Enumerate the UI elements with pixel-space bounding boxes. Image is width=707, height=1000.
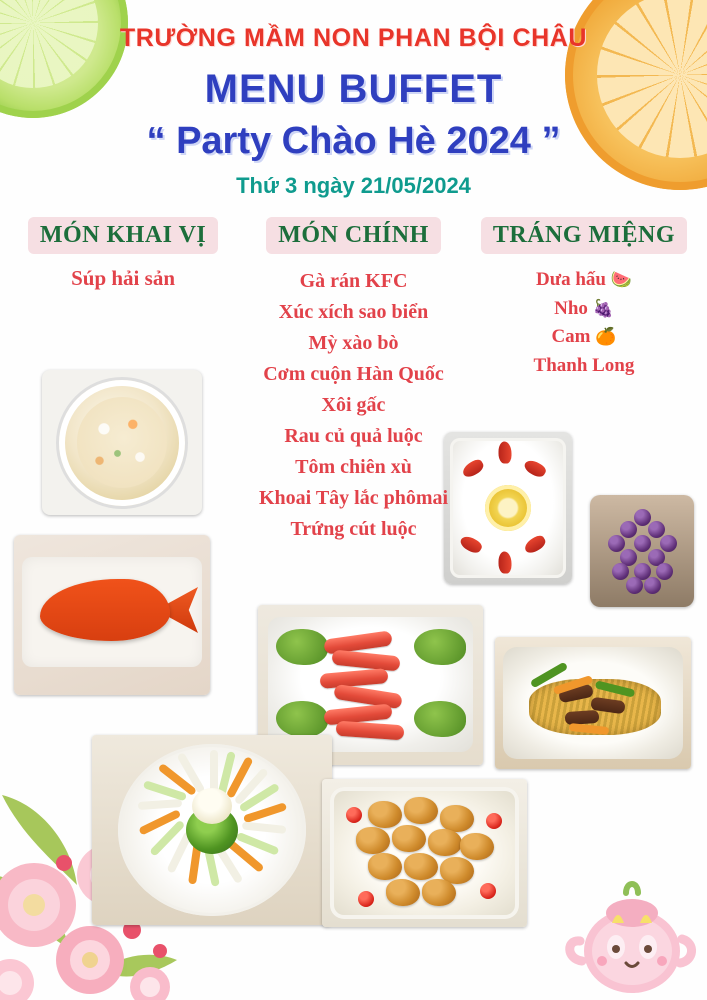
section-dessert [469,217,699,545]
poster-header [0,0,707,199]
plate-shape [118,744,306,916]
list-item: Cơm cuộn Hàn Quốc [263,363,444,385]
grapes-icon: 🍇 [592,298,614,318]
dish-list-dessert [469,266,699,380]
party-subtitle: “ Party Chào Hè 2024 ” [146,120,561,162]
petal-shape [499,552,512,574]
list-item: Rau củ quả luộc [284,425,423,447]
list-item [469,266,699,295]
section-appetizer [8,217,238,545]
watermelon-icon: 🍉 [610,270,632,289]
plate-shape [330,787,519,919]
menu-sections [0,199,707,545]
section-heading-main: MÓN CHÍNH [266,217,441,254]
list-item: Xúc xích sao biển [278,301,429,323]
plate-shape [503,647,683,759]
list-item: Mỳ xào bò [308,332,399,354]
list-item: Trứng cút luộc [290,518,417,540]
list-item: Gà rán KFC [299,270,408,292]
section-main [238,217,468,545]
list-item: Tôm chiên xù [295,456,412,478]
page-title: MENU BUFFET [204,67,503,111]
dessert-label: Nho [554,297,588,319]
photo-fried-chicken [322,779,527,927]
list-item [469,323,699,352]
photo-vegetable-platter [92,735,332,925]
dish-list-main [238,266,468,545]
list-item: Khoai Tây lắc phômai [258,487,449,509]
list-item [469,352,699,381]
section-heading-appetizer: MÓN KHAI VỊ [28,217,218,254]
list-item: Xôi gấc [321,394,386,416]
school-name: TRƯỜNG MẦM NON PHAN BỘI CHÂU [119,24,588,52]
photo-beef-noodles [495,637,691,769]
section-heading-dessert: TRÁNG MIỆNG [481,217,687,254]
dessert-label: Dưa hấu [535,269,606,290]
photo-fish-shaped-dish [14,535,210,695]
dessert-label: Thanh Long [533,354,635,376]
teapot-decoration [564,863,699,998]
list-item: Súp hải sản [71,266,175,290]
menu-date: Thứ 3 ngày 21/05/2024 [236,173,471,198]
plate-shape [268,617,473,752]
orange-icon: 🍊 [595,327,617,346]
list-item [469,295,699,324]
cauliflower-shape [192,788,232,824]
dish-list-appetizer [8,266,238,291]
dessert-label: Cam [551,326,591,347]
